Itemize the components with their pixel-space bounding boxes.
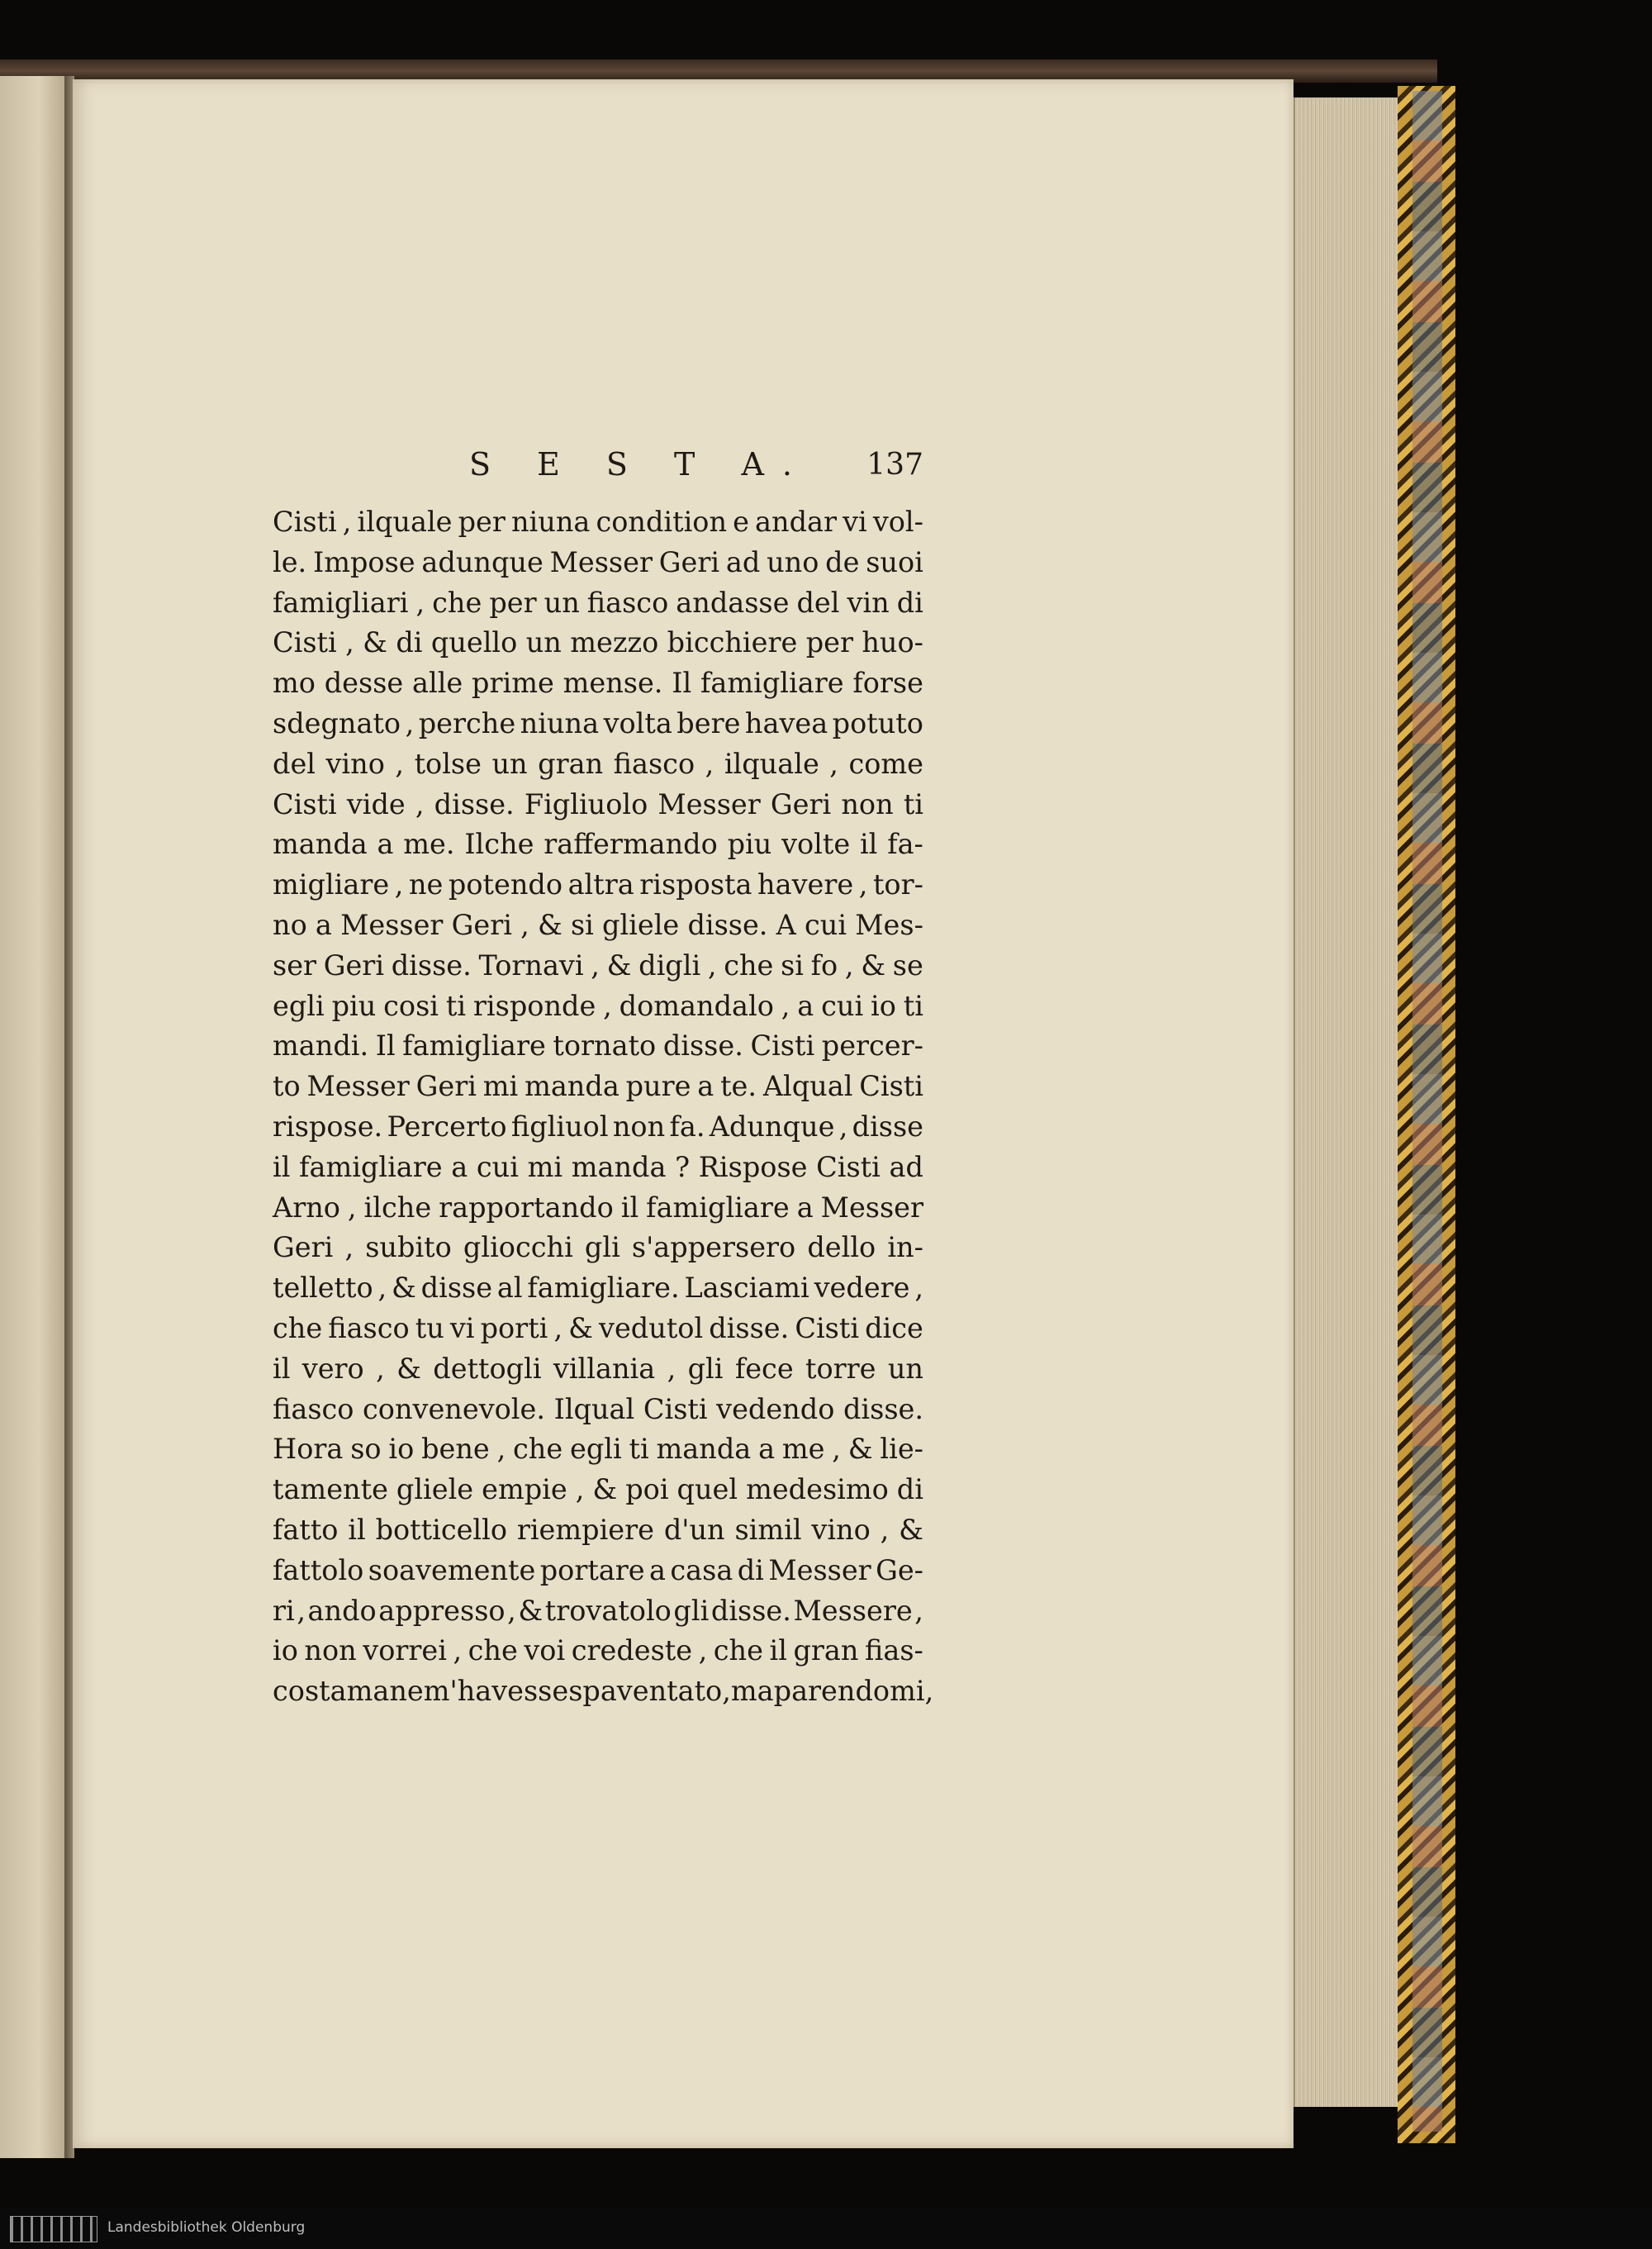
- body-text: [273, 502, 934, 1712]
- text-line: to Messer Geri mi manda pure a te. Alqual Cisti: [273, 1070, 923, 1103]
- text-line: rispose. Percerto figliuol non fa. Adunque , disse: [273, 1110, 923, 1143]
- text-line: io non vorrei , che voi credeste , che il gran fias-: [273, 1634, 923, 1667]
- text-line: il vero , & dettogli villania , gli fece torre un: [273, 1352, 923, 1385]
- running-head-title: S E S T A.: [469, 446, 810, 483]
- text-line: ser Geri disse. Tornavi , & digli , che si fo , & se: [273, 949, 923, 982]
- text-line: fattolo soavemente portare a casa di Messer Ge-: [273, 1553, 923, 1586]
- text-line: mandi. Il famigliare tornato disse. Cisti percer-: [273, 1029, 923, 1063]
- text-line: le. Impose adunque Messer Geri ad uno de suoi: [273, 545, 923, 578]
- page-number: 137: [866, 448, 923, 482]
- text-line: famigliari , che per un fiasco andasse del vin di: [273, 586, 923, 619]
- text-line: tamente gliele empie , & poi quel medesimo di: [273, 1473, 923, 1506]
- text-line: Geri , subito gliocchi gli s'appersero dello in-: [273, 1231, 923, 1264]
- text-line: sdegnato , perche niuna volta bere havea potuto: [273, 706, 923, 739]
- library-name: Landesbibliothek Oldenburg: [107, 2219, 306, 2236]
- left-page-edge: [0, 76, 66, 2158]
- page-edges: [1294, 97, 1399, 2107]
- text-line: che fiasco tu vi porti , & vedutol disse. Cisti dice: [273, 1311, 923, 1344]
- text-line: manda a me. Ilche raffermando piu volte il fa-: [273, 828, 923, 861]
- text-line: Cisti vide , disse. Figliuolo Messer Geri non ti: [273, 787, 923, 820]
- text-line: co sta mane m'havesse spaventato , ma parendomi ,: [273, 1675, 934, 1708]
- text-line: mo desse alle prime mense. Il famigliare forse: [273, 667, 923, 700]
- text-line: Cisti , & di quello un mezzo bicchiere per huo-: [273, 626, 923, 659]
- footer-bar: [0, 2208, 1652, 2249]
- marbled-edge: [1412, 91, 1442, 2132]
- text-line: Hora so io bene , che egli ti manda a me , & lie-: [273, 1433, 923, 1466]
- text-line: fiasco convenevole. Ilqual Cisti vedendo disse.: [273, 1392, 923, 1425]
- text-line: Cisti , ilquale per niuna condition e andar vi vol-: [273, 506, 923, 538]
- text-line: del vino , tolse un gran fiasco , ilquale , come: [273, 747, 923, 780]
- text-line: Arno , ilche rapportando il famigliare a Messer: [273, 1191, 923, 1224]
- running-head: [273, 446, 923, 496]
- text-line: migliare , ne potendo altra risposta havere , tor-: [273, 868, 923, 901]
- text-line: no a Messer Geri , & si gliele disse. A cui Mes-: [273, 908, 923, 941]
- text-line: il famigliare a cui mi manda ? Rispose Cisti ad: [273, 1150, 923, 1183]
- text-line: egli piu cosi ti risponde , domandalo , a cui io ti: [273, 989, 923, 1022]
- text-line: fatto il botticello riempiere d'un simil vino , &: [273, 1513, 923, 1546]
- text-line: ri , ando appresso , & trovatolo gli disse. Messere ,: [273, 1594, 923, 1627]
- library-logo-icon: [10, 2216, 97, 2242]
- text-line: telletto , & disse al famigliare. Lasciami vedere ,: [273, 1272, 923, 1305]
